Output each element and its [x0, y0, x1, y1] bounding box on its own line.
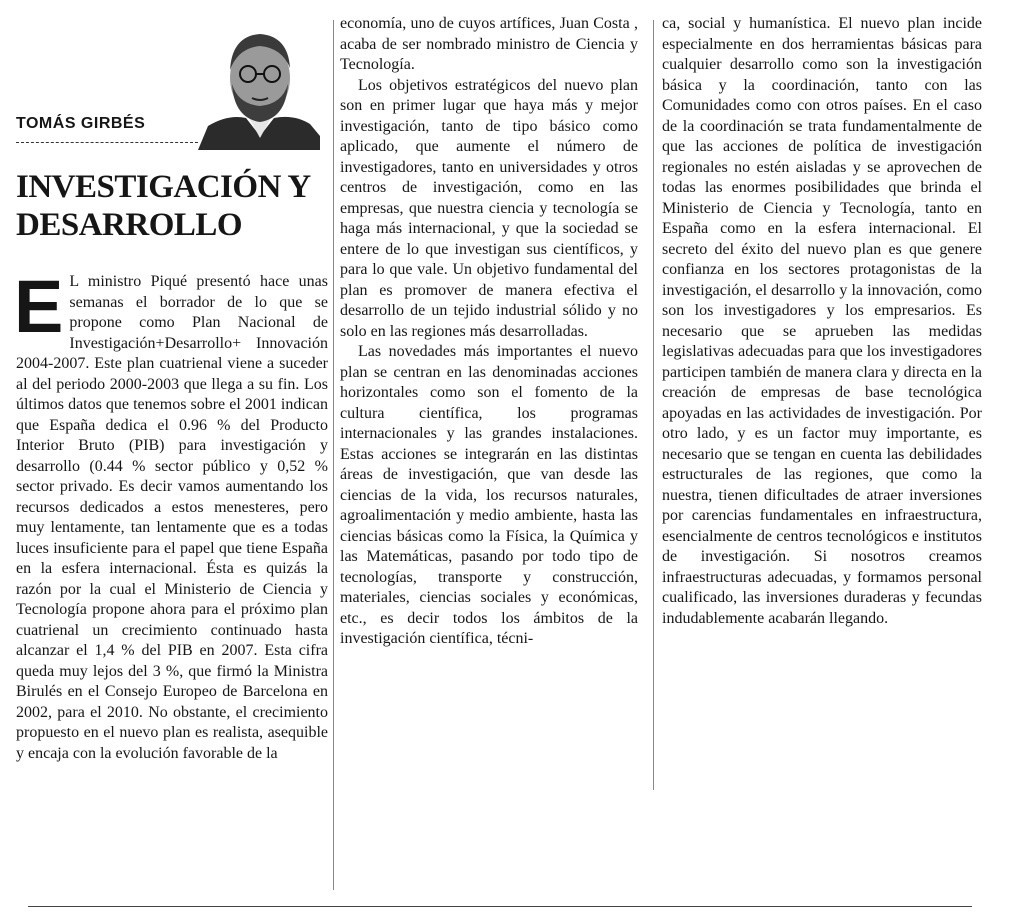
column-2-paragraph-1: economía, uno de cuyos artífices, Juan Costa , acaba de ser nombrado ministro de Ciencia y Tecnología.: [340, 15, 638, 73]
column-2-paragraph-3: Las novedades más importantes el nuevo plan se centran en las denominadas acciones horizontales como son el fomento de la cultura científica, los programas internacionales y las grandes instalaciones. Estas acciones se integrarán en las distintas áreas de investigación, que van desde las ciencias de la vida, los recursos naturales, agroalimentación y medio ambiente, hasta las ciencias básicas como la Física, la Química y las Matemáticas, pasando por todo tipo de tecnologías, transporte y construcción, materiales, ciencias sociales y económicas, etc., es decir todos los ámbitos de la investigación científica, técni-: [340, 343, 638, 647]
column-divider-2: [653, 20, 654, 790]
column-divider-1: [333, 20, 334, 890]
author-byline: TOMÁS GIRBÉS: [16, 115, 146, 132]
column-3: [662, 14, 982, 629]
bottom-rule: [28, 906, 972, 907]
column-2-paragraph-2: Los objetivos estratégicos del nuevo plan son en primer lugar que haya más y mejor investigación, tanto de tipo básico como aplicado, que aumente el número de investigadores, tanto en universidades y otros centros de investigación, como en las empresas, que nuestra ciencia y tecnología se haga más internacional, y que la sociedad se entere de lo que investigan sus científicos, y para lo que vale. Un objetivo fundamental del plan es promover de manera efectiva el desarrollo de un tejido industrial sólido y no solo en las regiones más desarrolladas.: [340, 76, 638, 340]
column-1-text: [14, 265, 328, 764]
headline: [16, 168, 326, 244]
column-2: [340, 14, 638, 650]
column-3-text: ca, social y humanística. El nuevo plan incide especialmente en dos herramientas básicas para cualquier desarrollo como son la investigación básica y la coordinación, tanto con las Comunidades como con otros países. En el caso de la coordinación se trata fundamentalmente de que las acciones de política de investigación regionales no estén aisladas y se aprovechen de todas las enormes posibilidades que brinda el Ministerio de Ciencia y Tecnología, tanto en España como en la esfera internacional. El secreto del éxito del nuevo plan es que genere confianza en los sectores protagonistas de la investigación, el desarrollo y la innovación, como son los investigadores y los empresarios. Es necesario que se aprueben las medidas legislativas adecuadas para que los investigadores participen también de manera clara y directa en la creación de empresas de base tecnológica apoyadas en las actividades de investigación. Por otro lado, y es un factor muy importante, es necesario que se tengan en cuenta las debilidades estructurales de las regiones, que como la nuestra, tienen dificultades de atraer inversiones por carencias fundamentales en infraestructura, esencialmente de centros tecnológicos e institutos de investigación. Si nosotros creamos infraestructuras adecuadas, y formamos personal cualificado, las inversiones duraderas y fecundas indudablemente acabarán llegando.: [662, 15, 982, 627]
byline-divider: [16, 142, 198, 143]
drop-cap: E: [14, 265, 64, 348]
headline-line-1: INVESTIGACIÓN Y: [16, 169, 311, 205]
column-1-body: L ministro Piqué presentó hace unas semanas el borrador de lo que se propone como Plan Nacional de Investigación+Desarrollo+ Innovación 2004-2007. Este plan cuatrienal viene a suceder al del periodo 2000-2003 que llega a su fin. Los últimos datos que tenemos sobre el 2001 indican que España dedica el 0.96 % del Producto Interior Bruto (PIB) para investigación y desarrollo (0.44 % sector público y 0,52 % sector privado. Es decir vamos aumentando los recursos dedicados a estos menesteres, pero muy lentamente, tan lentamente que es a todas luces insuficiente para el papel que tiene España en la esfera internacional. Ésta es quizás la razón por la cual el Ministerio de Ciencia y Tecnología propone ahora para el próximo plan cuatrienal un crecimiento continuado hasta alcanzar el 1,4 % del PIB en 2007. Esta cifra queda muy lejos del 3 %, que firmó la Ministra Birulés en el Consejo Europeo de Barcelona en 2002, para el 2010. No obstante, el crecimiento propuesto en el nuevo plan es realista, asequible y encaja con la evolución favorable de la: [16, 273, 328, 762]
author-photo: [198, 18, 320, 150]
headline-line-2: DESARROLLO: [16, 207, 243, 243]
